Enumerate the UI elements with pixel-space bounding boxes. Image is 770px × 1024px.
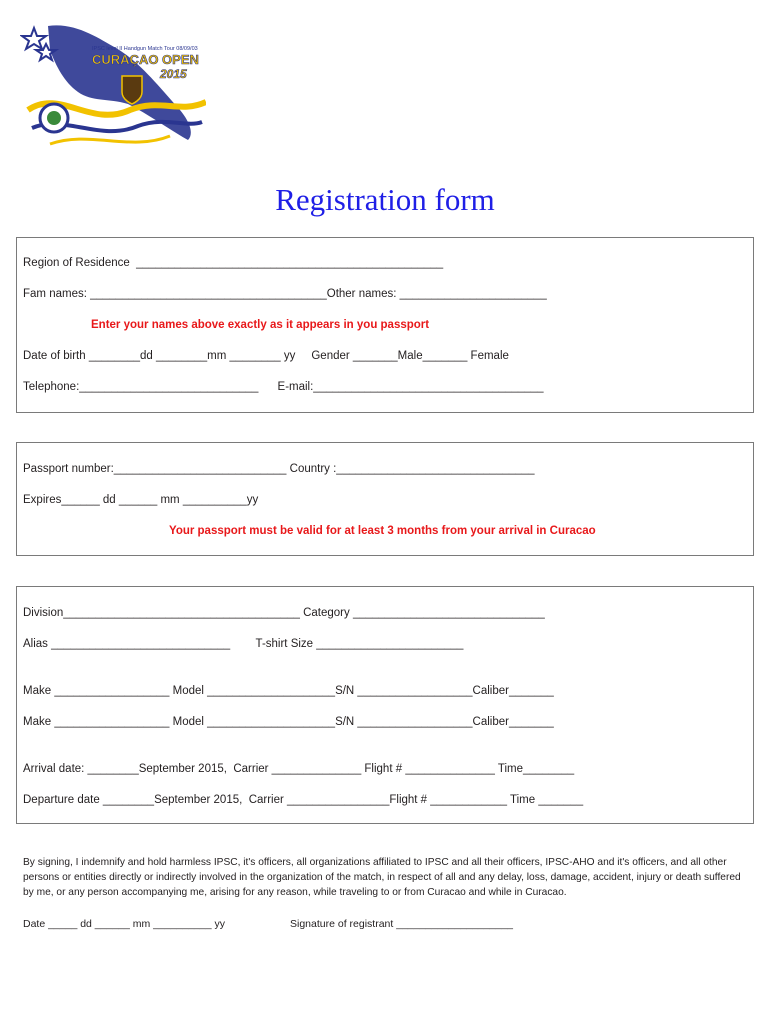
curacao-open-logo [20,18,206,162]
signature-date-field[interactable]: Date _____ dd ______ mm __________ yy [23,918,225,930]
date-of-birth-gender-field[interactable]: Date of birth ________dd ________mm ________ yy Gender _______Male_______ Female [23,350,509,362]
disclaimer-text: By signing, I indemnify and hold harmless IPSC, it's officers, all organizations affiliated to IPSC and all their officers, IPSC-AHO and it's officers, and all other persons or entities directly or indirectly involved in the organization of the match, in respect of all and any delay, loss, damage, accident, injury or death suffered by me, or any person accompanying me, arising for any reason, while traveling to or from Curacao and while in Curacao. [23,857,741,898]
passport-expires-field[interactable]: Expires______ dd ______ mm __________yy [23,494,259,506]
telephone-email-field[interactable]: Telephone:____________________________ E-mail:____________________________________ [23,381,544,393]
logo-name: CURAÇAO OPEN [92,52,199,67]
division-category-field[interactable]: Division_____________________________________ Category ______________________________ [23,607,545,619]
logo-top-text: IPSC level II Handgun Match Tour 08/09/03 [92,46,198,52]
passport-notice: Your passport must be valid for at least 3 months from your arrival in Curacao [169,525,596,537]
passport-number-country-field[interactable]: Passport number:___________________________ Country :_______________________________ [23,463,535,475]
departure-field[interactable]: Departure date ________September 2015, Carrier ________________Flight # ____________ Time _______ [23,794,584,806]
arrival-field[interactable]: Arrival date: ________September 2015, Carrier ______________ Flight # ______________ Time________ [23,763,575,775]
gun-1-field[interactable]: Make __________________ Model ____________________S/N __________________Caliber_______ [23,685,554,697]
match-info-section [16,586,754,824]
names-field[interactable]: Fam names: _____________________________________Other names: _______________________ [23,288,547,300]
signature-field[interactable]: Signature of registrant ____________________ [290,918,514,930]
gun-2-field[interactable]: Make __________________ Model ____________________S/N __________________Caliber_______ [23,716,554,728]
names-notice: Enter your names above exactly as it appears in you passport [91,319,430,331]
page-title: Registration form [275,182,495,217]
logo-year: 2015 [160,67,187,81]
region-of-residence-field[interactable]: Region of Residence ________________________________________________ [23,257,444,269]
alias-tshirt-field[interactable]: Alias ____________________________ T-shirt Size _______________________ [23,638,464,650]
